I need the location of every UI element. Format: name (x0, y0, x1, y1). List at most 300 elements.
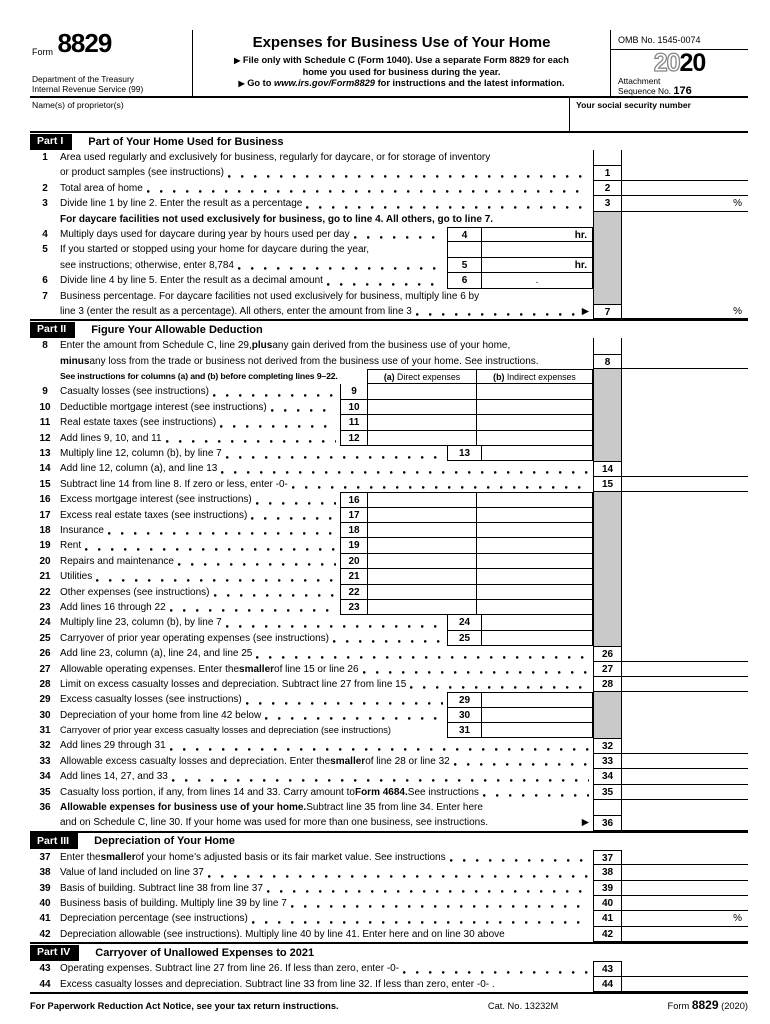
line-10-direct-expense-field[interactable] (368, 400, 477, 415)
proprietor-name-field[interactable] (30, 98, 569, 131)
line-20-indirect-expense-field[interactable] (477, 554, 593, 569)
line-text: Insurance (60, 524, 104, 536)
line-21-direct-expense-field[interactable] (368, 569, 477, 584)
arrow-icon: ▶ (581, 305, 589, 317)
form-footer (30, 992, 748, 1012)
line-number: 36 (39, 802, 51, 814)
line-19-box: 19 (340, 538, 368, 553)
line-text: Divide line 4 by line 5. Enter the result as a decimal amount (60, 275, 323, 287)
line-35-amount-field[interactable] (622, 785, 748, 800)
line-37-box: 37 (593, 850, 622, 865)
form-row (30, 196, 748, 211)
form-id-block (30, 30, 193, 96)
empty-amount-area (622, 554, 748, 569)
line-text: Business percentage. For daycare facilities not used exclusively for business, multiply line 6 by (60, 290, 480, 302)
line-26-box: 26 (593, 646, 622, 661)
omb-number: OMB No. 1545-0074 (611, 30, 748, 50)
line-18-box: 18 (340, 523, 368, 538)
line-description (60, 227, 447, 242)
line-text: Operating expenses. Subtract line 27 from line 26. If less than zero, enter -0- (60, 963, 400, 975)
line-description (60, 865, 593, 880)
line-13-entry-field[interactable] (482, 446, 593, 461)
spacer (483, 800, 593, 815)
line-3-amount-field[interactable] (622, 196, 748, 211)
line-number: 16 (39, 494, 51, 506)
form-row (30, 631, 748, 646)
line-20-direct-expense-field[interactable] (368, 554, 477, 569)
dot-leader (291, 896, 589, 911)
line-text: Divide line 1 by line 2. Enter the result as a percentage (60, 198, 303, 210)
line-text: Repairs and maintenance (60, 555, 174, 567)
line-16-box: 16 (340, 492, 368, 507)
line-number: 42 (39, 928, 51, 940)
line-text: Add line 12, column (a), and line 13 (60, 463, 218, 475)
part-title: Depreciation of Your Home (94, 835, 235, 848)
line-description (60, 800, 593, 815)
empty-box (447, 242, 482, 257)
line-text: Enter the amount from Schedule C, line 29, (60, 340, 252, 352)
line-4-entry-field[interactable] (482, 227, 593, 242)
line-34-amount-field[interactable] (622, 769, 748, 784)
empty-amount-area (622, 384, 748, 399)
empty-amount-area (622, 242, 748, 257)
line-17-indirect-expense-field[interactable] (477, 508, 593, 523)
line-description (60, 212, 593, 227)
line-25-box: 25 (447, 631, 482, 646)
line-5-entry-field[interactable] (482, 258, 593, 273)
line-number: 43 (39, 963, 51, 975)
dot-leader (170, 600, 336, 615)
dept-line-2: Internal Revenue Service (99) (32, 84, 144, 94)
proprietor-name-label: Name(s) of proprietor(s) (32, 100, 124, 110)
line-number: 38 (39, 867, 51, 879)
line-39-box: 39 (593, 881, 622, 896)
tax-year-outline: 20 (653, 49, 680, 77)
shaded-cell (593, 212, 622, 227)
empty-amount-area (622, 569, 748, 584)
line-number (30, 304, 60, 319)
empty-entry-area (482, 242, 593, 257)
spacer (338, 369, 367, 384)
line-11-direct-expense-field[interactable] (368, 415, 477, 430)
form-row (30, 569, 748, 584)
line-27-amount-field[interactable] (622, 662, 748, 677)
form-row (30, 354, 748, 369)
line-number: 37 (39, 851, 51, 863)
line-42-amount-field[interactable] (622, 927, 748, 942)
line-text: plus (251, 340, 273, 352)
form-title-block (193, 30, 611, 96)
line-28-amount-field[interactable] (622, 677, 748, 692)
line-7-amount-field[interactable] (622, 304, 748, 319)
form-row (30, 212, 748, 227)
dot-leader (226, 446, 443, 461)
arrow-icon: ▶ (238, 79, 245, 88)
form-row (30, 338, 748, 353)
dot-leader (292, 477, 589, 492)
line-number: 11 (39, 417, 51, 429)
line-text: Depreciation of your home from line 42 below (60, 709, 262, 721)
form-row (30, 754, 748, 769)
line-description (60, 896, 593, 911)
empty-amount-area (622, 338, 748, 353)
spacer (510, 338, 593, 353)
empty-amount-area (622, 800, 748, 815)
line-text: Casualty loss portion, if any, from lines 14 and 33. Carry amount to (60, 786, 355, 798)
line-text: See instructions (407, 786, 479, 798)
line-text: of line 28 or line 32 (365, 755, 450, 767)
line-number: 19 (39, 540, 51, 552)
form-row (30, 769, 748, 784)
form-row (30, 785, 748, 800)
line-description (60, 273, 447, 288)
form-row (30, 304, 748, 319)
part-label: Part II (30, 322, 75, 338)
line-description (60, 631, 447, 646)
line-21-box: 21 (340, 569, 368, 584)
line-text: Add lines 29 through 31 (60, 740, 166, 752)
line-38-box: 38 (593, 865, 622, 880)
form-row (30, 384, 748, 399)
line-text: Casualty losses (see instructions) (60, 386, 209, 398)
spacer (493, 212, 593, 227)
shaded-cell (593, 600, 622, 615)
line-25-entry-field[interactable] (482, 631, 593, 646)
empty-amount-area (622, 446, 748, 461)
line-23-box: 23 (340, 600, 368, 615)
percent-label: % (733, 198, 742, 210)
line-description (60, 477, 593, 492)
dot-leader (251, 508, 336, 523)
line-text: smaller (239, 663, 275, 675)
sequence-line (618, 84, 748, 97)
empty-amount-area (622, 212, 748, 227)
shaded-cell (593, 800, 622, 815)
spacer (505, 927, 593, 942)
line-43-amount-field[interactable] (622, 961, 748, 976)
line-32-amount-field[interactable] (622, 738, 748, 753)
form-row (30, 585, 748, 600)
tax-year (611, 51, 748, 76)
line-8-amount-field[interactable] (622, 354, 748, 369)
line-description (60, 165, 593, 180)
line-text: any gain derived from the business use of your home, (272, 340, 511, 352)
line-22-box: 22 (340, 585, 368, 600)
empty-amount-area (622, 600, 748, 615)
decimal-point: . (535, 275, 539, 287)
line-number: 34 (39, 771, 51, 783)
line-description (60, 769, 593, 784)
line-34-box: 34 (593, 769, 622, 784)
line-number: 4 (42, 228, 48, 240)
form-row (30, 927, 748, 942)
shaded-cell (593, 708, 622, 723)
dot-leader (96, 569, 336, 584)
line-text: see instructions; otherwise, enter 8,784 (60, 259, 234, 271)
empty-amount-area (622, 692, 748, 707)
part-label: Part IV (30, 945, 79, 961)
line-24-entry-field[interactable] (482, 615, 593, 630)
line-26-amount-field[interactable] (622, 646, 748, 661)
line-description (60, 492, 340, 507)
dot-leader (246, 692, 443, 707)
line-text: Business basis of building. Multiply line 39 by line 7 (60, 897, 287, 909)
line-30-entry-field[interactable] (482, 708, 593, 723)
shaded-cell (593, 508, 622, 523)
line-16-indirect-expense-field[interactable] (477, 492, 593, 507)
line-description (60, 338, 593, 353)
line-23-direct-expense-field[interactable] (368, 600, 477, 615)
line-36-amount-field[interactable] (622, 815, 748, 830)
line-text: Add lines 14, 27, and 33 (60, 771, 168, 783)
line-number: 28 (39, 678, 51, 690)
line-text: Subtract line 35 from line 34. Enter here (306, 802, 483, 814)
line-6-entry-field[interactable] (482, 273, 593, 288)
section-header-part-ii (30, 319, 748, 338)
line-29-entry-field[interactable] (482, 692, 593, 707)
line-9-indirect-expense-field[interactable] (477, 384, 593, 399)
line-text: smaller (330, 755, 366, 767)
line-37-amount-field[interactable] (622, 850, 748, 865)
line-10-box: 10 (340, 400, 368, 415)
line-description (60, 738, 593, 753)
spacer (369, 242, 447, 257)
dot-leader (267, 881, 589, 896)
line-text: Excess casualty losses (see instructions) (60, 694, 242, 706)
irs-url[interactable]: www.irs.gov/Form8829 (274, 78, 375, 88)
line-number: 23 (39, 601, 51, 613)
line-30-box: 30 (447, 708, 482, 723)
dot-leader (220, 415, 336, 430)
line-19-indirect-expense-field[interactable] (477, 538, 593, 553)
line-description (60, 400, 340, 415)
line-41-amount-field[interactable] (622, 911, 748, 926)
line-32-box: 32 (593, 738, 622, 753)
line-description (60, 585, 340, 600)
line-16-direct-expense-field[interactable] (368, 492, 477, 507)
form-row (30, 662, 748, 677)
form-8829-page (30, 30, 748, 1012)
form-row (30, 646, 748, 661)
form-row (30, 523, 748, 538)
dot-leader (483, 785, 589, 800)
line-22-direct-expense-field[interactable] (368, 585, 477, 600)
form-row (30, 446, 748, 461)
empty-amount-area (622, 289, 748, 304)
empty-amount-area (622, 723, 748, 738)
catalog-number: Cat. No. 13232M (487, 1000, 559, 1011)
line-27-box: 27 (593, 662, 622, 677)
line-number (30, 815, 60, 830)
dot-leader (333, 631, 443, 646)
line-14-amount-field[interactable] (622, 461, 748, 476)
line-description (60, 446, 447, 461)
dot-leader (256, 646, 589, 661)
line-15-amount-field[interactable] (622, 477, 748, 492)
filing-instruction-text: File only with Schedule C (Form 1040). Use a separate Form 8829 for each (242, 55, 569, 65)
dot-leader (208, 865, 589, 880)
spacer (488, 815, 582, 830)
column-header-a: (a) Direct expenses (367, 369, 477, 384)
line-36-box: 36 (593, 815, 622, 830)
line-9-direct-expense-field[interactable] (368, 384, 477, 399)
line-text: Multiply line 12, column (b), by line 7 (60, 448, 222, 460)
ssn-label: Your social security number (576, 100, 691, 110)
line-number: 20 (39, 555, 51, 567)
line-20-box: 20 (340, 554, 368, 569)
line-number: 1 (42, 152, 48, 163)
line-12-indirect-expense-field[interactable] (477, 431, 593, 446)
unit-label: hr. (574, 229, 587, 241)
form-row (30, 881, 748, 896)
empty-amount-area (622, 258, 748, 273)
line-number: 15 (39, 478, 51, 490)
line-14-box: 14 (593, 461, 622, 476)
ssn-field[interactable] (569, 98, 748, 131)
line-19-direct-expense-field[interactable] (368, 538, 477, 553)
empty-amount-area (622, 369, 748, 384)
line-11-indirect-expense-field[interactable] (477, 415, 593, 430)
line-number: 27 (39, 663, 51, 675)
line-text: Depreciation percentage (see instructions) (60, 913, 248, 925)
line-35-box: 35 (593, 785, 622, 800)
line-description (60, 961, 593, 976)
line-7-box: 7 (593, 304, 622, 319)
form-row (30, 677, 748, 692)
line-24-box: 24 (447, 615, 482, 630)
line-description (60, 927, 593, 942)
empty-amount-area (622, 415, 748, 430)
line-text: Allowable excess casualty losses and depreciation. Enter the (60, 755, 331, 767)
line-40-amount-field[interactable] (622, 896, 748, 911)
line-number: 44 (39, 978, 51, 990)
line-number: 22 (39, 586, 51, 598)
dot-leader (228, 165, 589, 180)
line-number: 33 (39, 755, 51, 767)
dot-leader (178, 554, 336, 569)
form-row (30, 865, 748, 880)
dot-leader (410, 677, 589, 692)
dot-leader (147, 181, 589, 196)
line-description (60, 258, 447, 273)
form-row (30, 273, 748, 288)
line-text: Add line 23, column (a), line 24, and line 25 (60, 648, 253, 660)
form-row (30, 723, 748, 738)
line-18-direct-expense-field[interactable] (368, 523, 477, 538)
dot-leader (85, 538, 336, 553)
line-description (60, 304, 593, 319)
line-33-amount-field[interactable] (622, 754, 748, 769)
form-row (30, 600, 748, 615)
line-4-box: 4 (447, 227, 482, 242)
line-description (60, 181, 593, 196)
line-12-direct-expense-field[interactable] (368, 431, 477, 446)
empty-amount-area (622, 227, 748, 242)
form-word: Form (32, 47, 53, 57)
line-22-indirect-expense-field[interactable] (477, 585, 593, 600)
line-text: Value of land included on line 37 (60, 867, 204, 879)
line-description (60, 615, 447, 630)
line-9-box: 9 (340, 384, 368, 399)
line-5-box: 5 (447, 258, 482, 273)
empty-amount-area (622, 150, 748, 165)
line-2-amount-field[interactable] (622, 181, 748, 196)
omb-year-block (611, 30, 748, 96)
shaded-cell (593, 446, 622, 461)
dot-leader (327, 273, 443, 288)
spacer (539, 354, 593, 369)
form-row (30, 369, 748, 384)
empty-amount-area (622, 585, 748, 600)
form-row (30, 554, 748, 569)
filing-instruction (199, 55, 604, 67)
line-18-indirect-expense-field[interactable] (477, 523, 593, 538)
line-description (60, 369, 367, 384)
line-text: Basis of building. Subtract line 38 from line 37 (60, 882, 263, 894)
dot-leader (271, 400, 336, 415)
line-description (60, 785, 593, 800)
line-number: 6 (42, 275, 48, 287)
line-text: Other expenses (see instructions) (60, 586, 210, 598)
line-21-indirect-expense-field[interactable] (477, 569, 593, 584)
agency-block (32, 74, 188, 94)
form-row (30, 477, 748, 492)
empty-amount-area (622, 492, 748, 507)
line-38-amount-field[interactable] (622, 865, 748, 880)
line-text: Enter the (60, 851, 101, 863)
shaded-cell (593, 150, 622, 165)
percent-label: % (733, 913, 742, 925)
line-description (60, 662, 593, 677)
line-text: Excess mortgage interest (see instructions) (60, 494, 252, 506)
line-description (60, 461, 593, 476)
shaded-cell (593, 554, 622, 569)
line-number: 24 (39, 617, 51, 629)
line-description (60, 508, 340, 523)
section-header-part-i (30, 131, 748, 150)
dot-leader (108, 523, 336, 538)
shaded-cell (593, 585, 622, 600)
part-title: Figure Your Allowable Deduction (91, 323, 263, 336)
line-39-amount-field[interactable] (622, 881, 748, 896)
line-text: Form 4684. (354, 786, 408, 798)
line-text: If you started or stopped using your home for daycare during the year, (60, 244, 370, 256)
line-44-amount-field[interactable] (622, 977, 748, 992)
line-description (60, 723, 447, 738)
line-text: Depreciation allowable (see instructions). Multiply line 40 by line 41. Enter here and on line 30 above (60, 928, 505, 940)
footer-form-word: Form (667, 1000, 692, 1011)
line-10-indirect-expense-field[interactable] (477, 400, 593, 415)
line-31-box: 31 (447, 723, 482, 738)
shaded-cell (593, 492, 622, 507)
line-description (60, 911, 593, 926)
form-row (30, 911, 748, 926)
identity-row (30, 98, 748, 131)
line-1-amount-field[interactable] (622, 165, 748, 180)
dot-leader (403, 961, 589, 976)
form-row (30, 538, 748, 553)
line-number: 40 (39, 897, 51, 909)
form-row (30, 508, 748, 523)
line-17-direct-expense-field[interactable] (368, 508, 477, 523)
line-31-entry-field[interactable] (482, 723, 593, 738)
shaded-cell (593, 415, 622, 430)
line-text: Allowable expenses for business use of your home. (60, 802, 307, 814)
unit-label: hr. (574, 259, 587, 271)
line-number (30, 258, 60, 273)
form-row (30, 415, 748, 430)
line-23-indirect-expense-field[interactable] (477, 600, 593, 615)
